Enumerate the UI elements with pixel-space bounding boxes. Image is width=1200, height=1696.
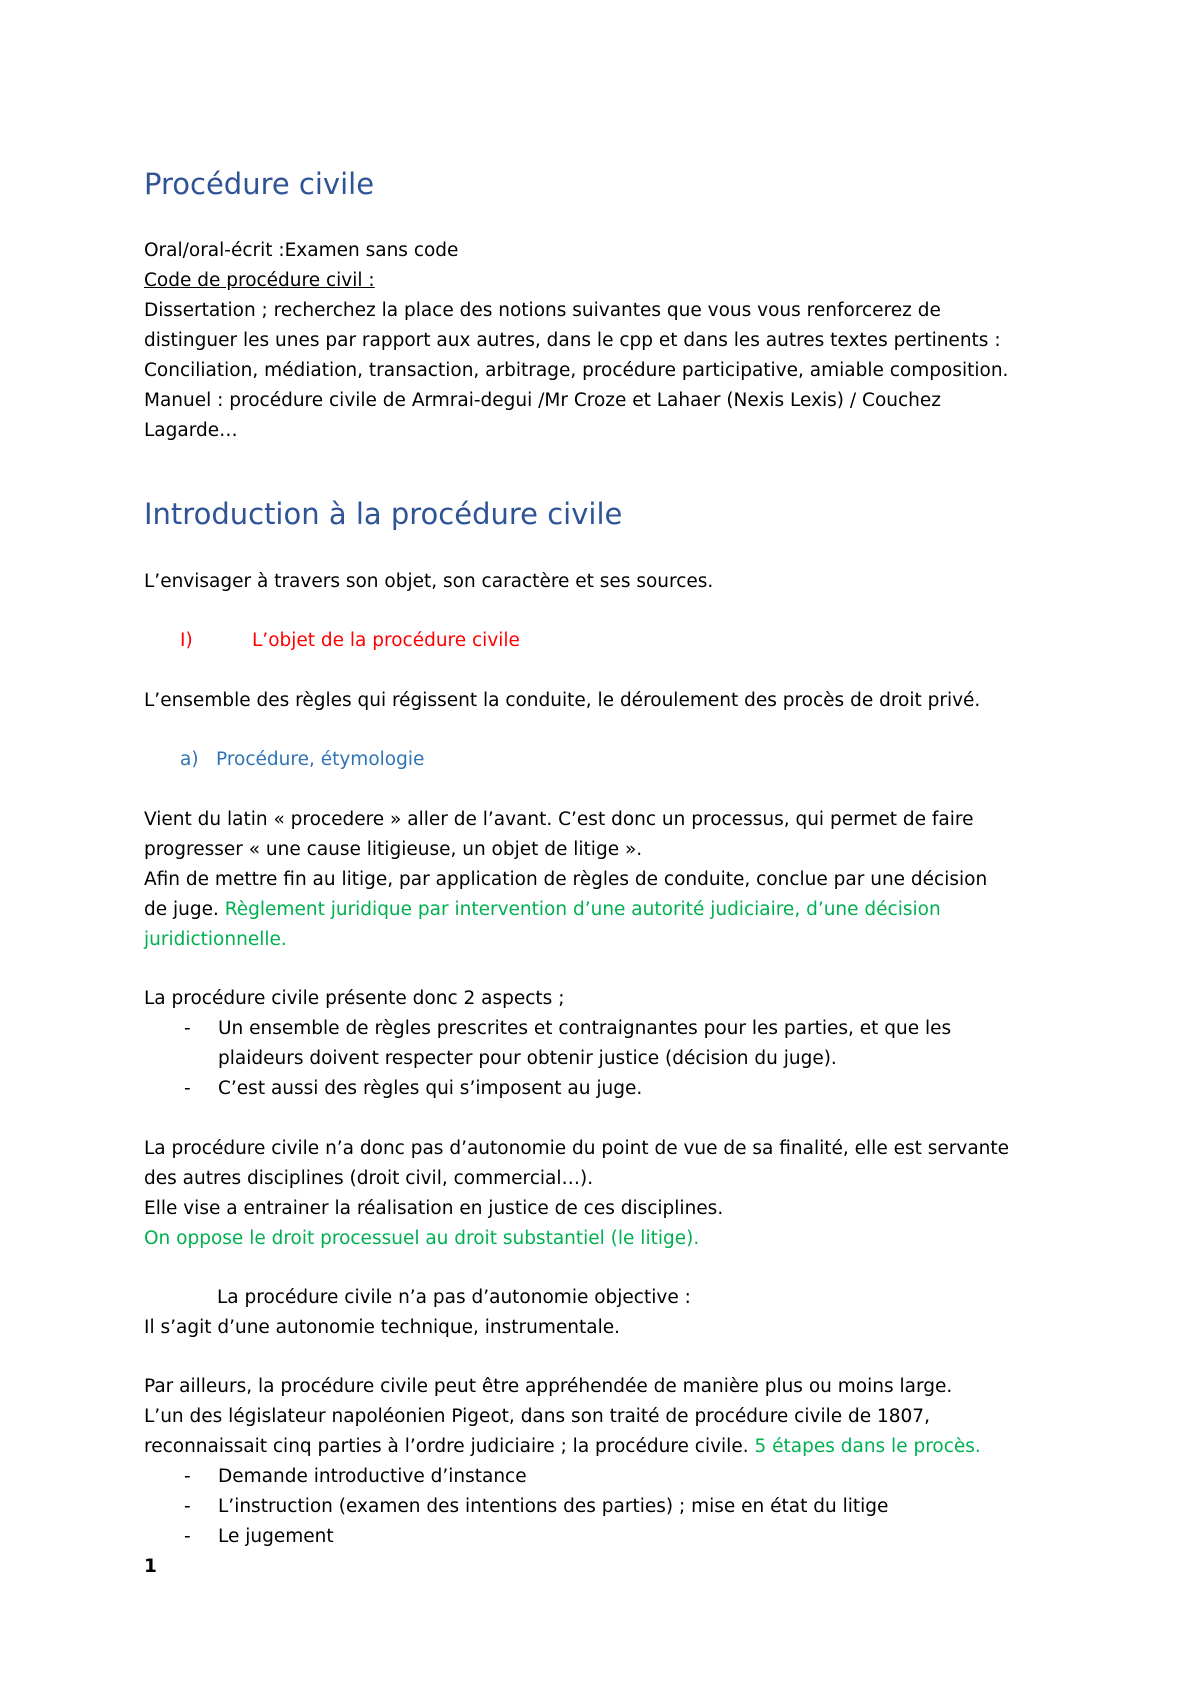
highlight-text: On oppose le droit processuel au droit substantiel (le litige). bbox=[144, 1228, 700, 1249]
page-number: 1 bbox=[144, 1556, 157, 1577]
text-line: Par ailleurs, la procédure civile peut être appréhendée de manière plus ou moins large. bbox=[144, 1376, 953, 1397]
list-item: Demande introductive d’instance bbox=[218, 1466, 527, 1487]
alpha-numeral: a) bbox=[180, 749, 199, 770]
text-line: Elle vise a entrainer la réalisation en justice de ces disciplines. bbox=[144, 1198, 724, 1219]
ensemble-paragraph: L’ensemble des règles qui régissent la conduite, le déroulement des procès de droit privé. bbox=[144, 690, 981, 711]
dash-bullet: - bbox=[184, 1496, 191, 1517]
juge-prefix: de juge. bbox=[144, 899, 225, 920]
document-title: Procédure civile bbox=[144, 167, 375, 201]
autonomie-paragraph bbox=[144, 1134, 1090, 1254]
heading-etymologie bbox=[180, 745, 1090, 775]
text-line bbox=[144, 1432, 1090, 1462]
text-line bbox=[144, 895, 1090, 925]
heading-etymologie-label: Procédure, étymologie bbox=[216, 749, 425, 770]
highlight-text: Règlement juridique par intervention d’une autorité judiciaire, d’une décision bbox=[224, 899, 941, 920]
heading-objet bbox=[180, 626, 1090, 656]
exam-line: Oral/oral-écrit :Examen sans code bbox=[144, 240, 459, 261]
text-line: La procédure civile n’a donc pas d’autonomie du point de vue de sa finalité, elle est servante bbox=[144, 1138, 1010, 1159]
section-heading: Introduction à la procédure civile bbox=[144, 497, 623, 531]
text-line: Vient du latin « procedere » aller de l’avant. C’est donc un processus, qui permet de faire bbox=[144, 809, 974, 830]
text-line: L’un des législateur napoléonien Pigeot, dans son traité de procédure civile de 1807, bbox=[144, 1406, 930, 1427]
highlight-text: juridictionnelle. bbox=[144, 929, 287, 950]
technique-line: Il s’agit d’une autonomie technique, instrumentale. bbox=[144, 1317, 621, 1338]
dash-bullet: - bbox=[184, 1078, 191, 1099]
objective-line: La procédure civile n’a pas d’autonomie objective : bbox=[217, 1287, 691, 1308]
roman-numeral: I) bbox=[180, 630, 193, 651]
dash-bullet: - bbox=[184, 1018, 191, 1039]
list-item: Le jugement bbox=[218, 1526, 334, 1547]
aspects-intro: La procédure civile présente donc 2 aspects ; bbox=[144, 988, 565, 1009]
list-item bbox=[218, 1074, 1090, 1104]
text-line: Afin de mettre fin au litige, par application de règles de conduite, conclue par une décision bbox=[144, 869, 988, 890]
manuel-line: Lagarde… bbox=[144, 420, 238, 441]
text-line: des autres disciplines (droit civil, commercial…). bbox=[144, 1168, 594, 1189]
heading-objet-label: L’objet de la procédure civile bbox=[252, 630, 520, 651]
ailleurs-paragraph bbox=[144, 1372, 1090, 1462]
list-item-line: Un ensemble de règles prescrites et contraignantes pour les parties, et que les bbox=[218, 1018, 952, 1039]
text-line: progresser « une cause litigieuse, un objet de litige ». bbox=[144, 839, 643, 860]
code-line: Code de procédure civil : bbox=[144, 270, 375, 291]
dash-bullet: - bbox=[184, 1466, 191, 1487]
highlight-text: 5 étapes dans le procès. bbox=[754, 1436, 981, 1457]
etymologie-paragraph bbox=[144, 805, 1090, 955]
manuel-line: Manuel : procédure civile de Armrai-degui /Mr Croze et Lahaer (Nexis Lexis) / Couchez bbox=[144, 390, 941, 411]
list-item-line: plaideurs doivent respecter pour obtenir justice (décision du juge). bbox=[218, 1048, 837, 1069]
notions-line: Conciliation, médiation, transaction, arbitrage, procédure participative, amiable composition. bbox=[144, 360, 1009, 381]
list-item bbox=[218, 1014, 1090, 1074]
list-item: L’instruction (examen des intentions des parties) ; mise en état du litige bbox=[218, 1496, 889, 1517]
intro-paragraph bbox=[144, 236, 1090, 446]
dissertation-line: Dissertation ; recherchez la place des notions suivantes que vous vous renforcerez de bbox=[144, 300, 941, 321]
envisager-paragraph: L’envisager à travers son objet, son caractère et ses sources. bbox=[144, 571, 714, 592]
list-item-line: C’est aussi des règles qui s’imposent au juge. bbox=[218, 1078, 643, 1099]
dissertation-line: distinguer les unes par rapport aux autres, dans le cpp et dans les autres textes pertinents : bbox=[144, 330, 1001, 351]
dash-bullet: - bbox=[184, 1526, 191, 1547]
reconnaissait-prefix: reconnaissait cinq parties à l’ordre judiciaire ; la procédure civile. bbox=[144, 1436, 755, 1457]
